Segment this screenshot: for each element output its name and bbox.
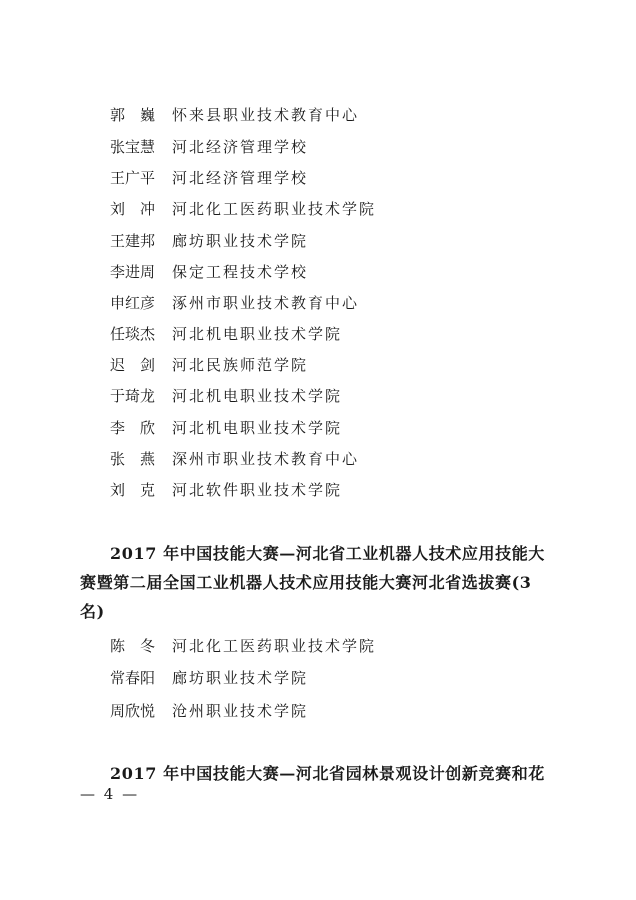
organization: 沧州职业技术学院 — [172, 702, 309, 720]
heading-line: 赛暨第二届全国工业机器人技术应用技能大赛河北省选拔赛(3 — [80, 573, 532, 592]
organization: 河北经济管理学校 — [172, 138, 309, 156]
organization: 河北机电职业技术学院 — [172, 419, 343, 437]
organization: 河北经济管理学校 — [172, 169, 309, 187]
organization: 河北民族师范学院 — [172, 356, 309, 374]
list-item — [110, 447, 359, 471]
organization: 保定工程技术学校 — [172, 263, 309, 281]
organization: 河北化工医药职业技术学院 — [172, 200, 377, 218]
person-name: 王广平 — [110, 169, 156, 187]
person-name: 周欣悦 — [110, 702, 156, 720]
list-item — [110, 291, 359, 315]
list-item — [110, 478, 342, 502]
person-name: 张宝慧 — [110, 138, 156, 156]
organization: 深州市职业技术教育中心 — [172, 450, 360, 468]
person-name: 常春阳 — [110, 669, 156, 687]
person-name: 王建邦 — [110, 232, 156, 250]
heading-line: 2017 年中国技能大赛—河北省园林景观设计创新竞赛和花 — [110, 764, 545, 783]
list-item — [110, 666, 308, 690]
person-name: 任琰杰 — [110, 325, 156, 343]
organization: 廊坊职业技术学院 — [172, 232, 309, 250]
list-item — [110, 135, 308, 159]
list-item — [110, 416, 342, 440]
list-item — [110, 699, 308, 723]
section-heading-robotics — [80, 539, 556, 626]
section-heading-landscape — [80, 759, 556, 788]
heading-line: 名) — [80, 602, 105, 621]
organization: 河北机电职业技术学院 — [172, 387, 343, 405]
person-name: 郭 巍 — [110, 106, 156, 124]
list-item — [110, 260, 308, 284]
person-name: 迟 剑 — [110, 356, 156, 374]
list-item — [110, 229, 308, 253]
list-item — [110, 166, 308, 190]
list-item — [110, 353, 308, 377]
organization: 河北机电职业技术学院 — [172, 325, 343, 343]
heading-line: 2017 年中国技能大赛—河北省工业机器人技术应用技能大 — [110, 544, 545, 563]
organization: 河北化工医药职业技术学院 — [172, 637, 377, 655]
person-name: 刘 冲 — [110, 200, 156, 218]
person-name: 李进周 — [110, 263, 156, 281]
organization: 涿州市职业技术教育中心 — [172, 294, 360, 312]
person-name: 刘 克 — [110, 481, 156, 499]
list-item — [110, 634, 376, 658]
organization: 怀来县职业技术教育中心 — [172, 106, 360, 124]
person-name: 张 燕 — [110, 450, 156, 468]
person-name: 陈 冬 — [110, 637, 156, 655]
page-number: — 4 — — [80, 785, 140, 803]
person-name: 申红彦 — [110, 294, 156, 312]
list-item — [110, 103, 359, 127]
list-item — [110, 197, 376, 221]
person-name: 于琦龙 — [110, 387, 156, 405]
list-item — [110, 384, 342, 408]
organization: 河北软件职业技术学院 — [172, 481, 343, 499]
organization: 廊坊职业技术学院 — [172, 669, 309, 687]
person-name: 李 欣 — [110, 419, 156, 437]
list-item — [110, 322, 342, 346]
